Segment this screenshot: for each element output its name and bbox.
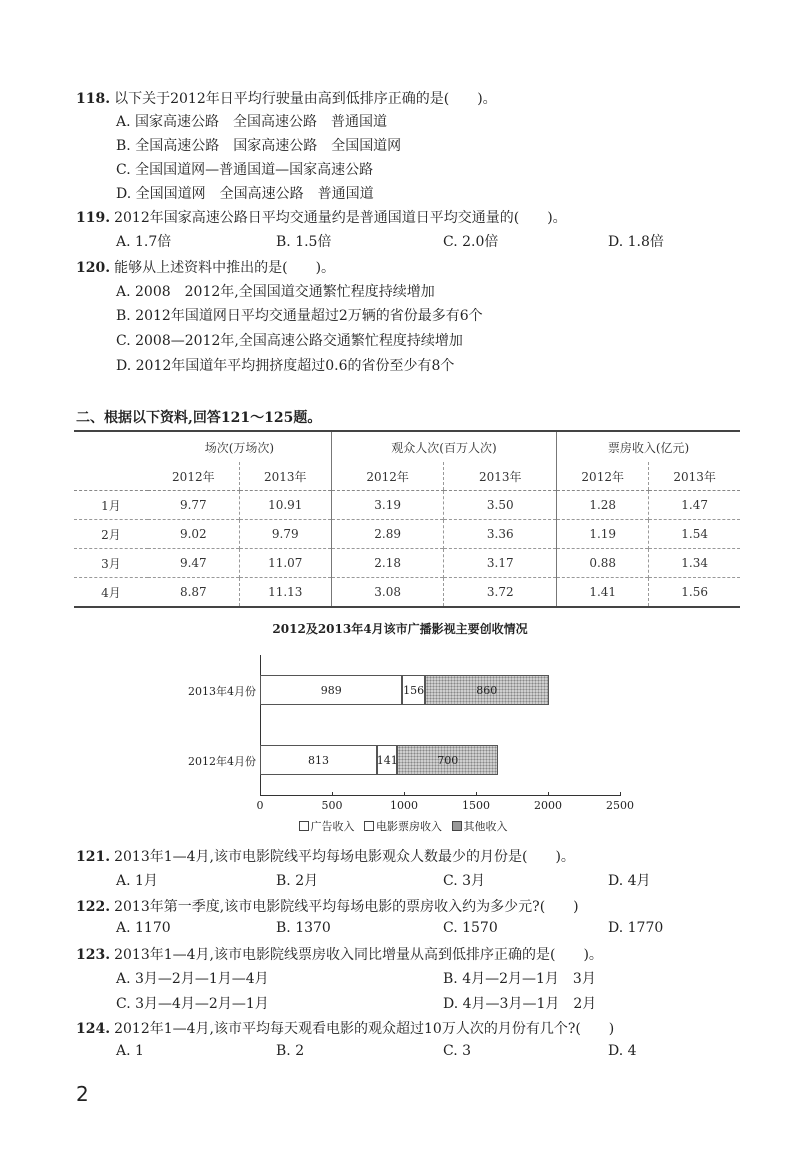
bar-value-label: 156 <box>403 683 425 697</box>
option-122-a[interactable]: A. 1170 <box>116 920 171 936</box>
month-cell: 4月 <box>74 578 148 608</box>
year-header: 2012年 <box>148 462 239 491</box>
table-cell: 3.19 <box>331 491 444 520</box>
table-cell: 3.36 <box>444 520 557 549</box>
option-121-c[interactable]: C. 3月 <box>443 873 486 889</box>
option-122-d[interactable]: D. 1770 <box>608 920 664 936</box>
option-122-c[interactable]: C. 1570 <box>443 920 498 936</box>
year-header: 2013年 <box>444 462 557 491</box>
option-121-a[interactable]: A. 1月 <box>116 873 158 889</box>
x-tick-label: 2000 <box>534 799 562 812</box>
x-tick-mark <box>332 792 333 796</box>
month-cell: 2月 <box>74 520 148 549</box>
group-header: 观众人次(百万人次) <box>331 431 556 462</box>
legend-swatch-box-office <box>364 821 374 831</box>
option-123-d[interactable]: D. 4月—3月—1月 2月 <box>443 996 597 1012</box>
option-119-b[interactable]: B. 1.5倍 <box>276 234 332 250</box>
bar-value-label: 700 <box>437 753 459 767</box>
legend-label: 广告收入 <box>310 820 355 833</box>
x-tick-label: 1500 <box>462 799 490 812</box>
table-cell: 1.19 <box>557 520 649 549</box>
question-stem: 2013年1—4月,该市电影院线票房收入同比增量从高到低排序正确的是( )。 <box>114 947 603 963</box>
table-cell: 9.02 <box>148 520 239 549</box>
option-118-d[interactable]: D. 全国国道网 全国高速公路 普通国道 <box>116 186 374 202</box>
chart-legend <box>0 818 800 834</box>
year-header: 2013年 <box>649 462 740 491</box>
question-118 <box>76 88 497 108</box>
page-number: 2 <box>76 1082 89 1106</box>
table-row <box>74 520 740 549</box>
option-120-a[interactable]: A. 2008 2012年,全国国道交通繁忙程度持续增加 <box>116 284 435 300</box>
table-cell: 1.47 <box>649 491 740 520</box>
chart-title: 2012及2013年4月该市广播影视主要创收情况 <box>272 622 528 636</box>
option-118-b[interactable]: B. 全国高速公路 国家高速公路 全国国道网 <box>116 138 402 154</box>
ad-revenue-bar <box>260 745 377 775</box>
table-cell: 3.50 <box>444 491 557 520</box>
question-number: 121. <box>76 849 111 865</box>
question-stem: 2012年国家高速公路日平均交通量约是普通国道日平均交通量的( )。 <box>114 210 567 226</box>
option-124-b[interactable]: B. 2 <box>276 1043 305 1059</box>
legend-label: 电影票房收入 <box>376 820 442 833</box>
x-tick-label: 1000 <box>390 799 418 812</box>
legend-label: 其他收入 <box>463 820 508 833</box>
bar-value-label: 813 <box>308 753 330 767</box>
table-cell: 9.79 <box>239 520 331 549</box>
data-table <box>74 430 740 608</box>
month-cell: 1月 <box>74 491 148 520</box>
question-number: 123. <box>76 947 111 963</box>
legend-swatch-ad <box>299 821 309 831</box>
option-120-d[interactable]: D. 2012年国道年平均拥挤度超过0.6的省份至少有8个 <box>116 358 455 374</box>
table-cell: 0.88 <box>557 549 649 578</box>
other-revenue-bar <box>425 675 549 705</box>
table-cell: 10.91 <box>239 491 331 520</box>
option-124-d[interactable]: D. 4 <box>608 1043 637 1059</box>
x-axis-line <box>260 795 620 796</box>
question-121 <box>76 846 575 866</box>
bar-value-label: 860 <box>476 683 498 697</box>
table-cell: 9.47 <box>148 549 239 578</box>
ad-revenue-bar <box>260 675 402 705</box>
legend-swatch-other <box>452 821 462 831</box>
table-row <box>74 549 740 578</box>
other-revenue-bar <box>397 745 498 775</box>
category-label: 2013年4月份 <box>188 685 256 698</box>
option-124-c[interactable]: C. 3 <box>443 1043 472 1059</box>
table-row <box>74 491 740 520</box>
option-118-a[interactable]: A. 国家高速公路 全国高速公路 普通国道 <box>116 114 388 130</box>
question-120 <box>76 257 335 277</box>
option-123-a[interactable]: A. 3月—2月—1月—4月 <box>116 971 269 987</box>
x-tick-mark <box>260 792 261 796</box>
x-tick-mark <box>404 792 405 796</box>
option-121-d[interactable]: D. 4月 <box>608 873 651 889</box>
option-119-c[interactable]: C. 2.0倍 <box>443 234 499 250</box>
table-cell: 11.07 <box>239 549 331 578</box>
question-number: 120. <box>76 260 111 276</box>
table-cell: 2.18 <box>331 549 444 578</box>
question-stem: 2013年1—4月,该市电影院线平均每场电影观众人数最少的月份是( )。 <box>114 849 575 865</box>
box-office-bar <box>402 675 424 705</box>
table-corner <box>74 431 148 462</box>
question-119 <box>76 207 567 227</box>
box-office-bar <box>377 745 397 775</box>
x-tick-mark <box>620 792 621 796</box>
x-tick-label: 0 <box>256 799 264 812</box>
question-number: 119. <box>76 210 111 226</box>
table-cell: 1.28 <box>557 491 649 520</box>
group-header: 票房收入(亿元) <box>557 431 740 462</box>
table-cell: 3.17 <box>444 549 557 578</box>
table-cell: 1.56 <box>649 578 740 608</box>
question-124 <box>76 1018 614 1038</box>
category-label: 2012年4月份 <box>188 755 256 768</box>
group-header: 场次(万场次) <box>204 440 275 455</box>
option-123-c[interactable]: C. 3月—4月—2月—1月 <box>116 996 269 1012</box>
x-tick-label: 2500 <box>606 799 634 812</box>
table-cell: 11.13 <box>239 578 331 608</box>
option-119-d[interactable]: D. 1.8倍 <box>608 234 664 250</box>
table-cell: 3.72 <box>444 578 557 608</box>
option-121-b[interactable]: B. 2月 <box>276 873 319 889</box>
table-cell: 1.34 <box>649 549 740 578</box>
year-header: 2013年 <box>239 462 331 491</box>
question-123 <box>76 944 603 964</box>
option-124-a[interactable]: A. 1 <box>116 1043 144 1059</box>
table-cell: 8.87 <box>148 578 239 608</box>
x-tick-mark <box>548 792 549 796</box>
option-120-c[interactable]: C. 2008—2012年,全国高速公路交通繁忙程度持续增加 <box>116 333 463 349</box>
x-tick-mark <box>476 792 477 796</box>
option-123-b[interactable]: B. 4月—2月—1月 3月 <box>443 971 596 987</box>
option-122-b[interactable]: B. 1370 <box>276 920 331 936</box>
table-cell: 1.41 <box>557 578 649 608</box>
table-cell: 3.08 <box>331 578 444 608</box>
x-tick-label: 500 <box>321 799 343 812</box>
option-118-c[interactable]: C. 全国国道网—普通国道—国家高速公路 <box>116 162 374 178</box>
bar-value-label: 141 <box>376 753 398 767</box>
table-cell: 2.89 <box>331 520 444 549</box>
section-title: 二、根据以下资料,回答121～125题。 <box>76 410 322 426</box>
question-stem: 2012年1—4月,该市平均每天观看电影的观众超过10万人次的月份有几个?( ) <box>114 1021 615 1037</box>
table-row <box>74 578 740 608</box>
question-number: 118. <box>76 91 111 107</box>
question-stem: 以下关于2012年日平均行驶量由高到低排序正确的是( )。 <box>114 91 497 107</box>
year-header: 2012年 <box>557 462 649 491</box>
table-cell: 1.54 <box>649 520 740 549</box>
question-122 <box>76 896 579 916</box>
year-header: 2012年 <box>331 462 444 491</box>
table-cell: 9.77 <box>148 491 239 520</box>
bar-value-label: 989 <box>320 683 342 697</box>
question-number: 124. <box>76 1021 111 1037</box>
question-stem: 2013年第一季度,该市电影院线平均每场电影的票房收入约为多少元?( ) <box>114 899 579 915</box>
option-120-b[interactable]: B. 2012年国道网日平均交通量超过2万辆的省份最多有6个 <box>116 308 483 324</box>
option-119-a[interactable]: A. 1.7倍 <box>116 234 172 250</box>
question-number: 122. <box>76 899 111 915</box>
month-cell: 3月 <box>74 549 148 578</box>
question-stem: 能够从上述资料中推出的是( )。 <box>114 260 336 276</box>
